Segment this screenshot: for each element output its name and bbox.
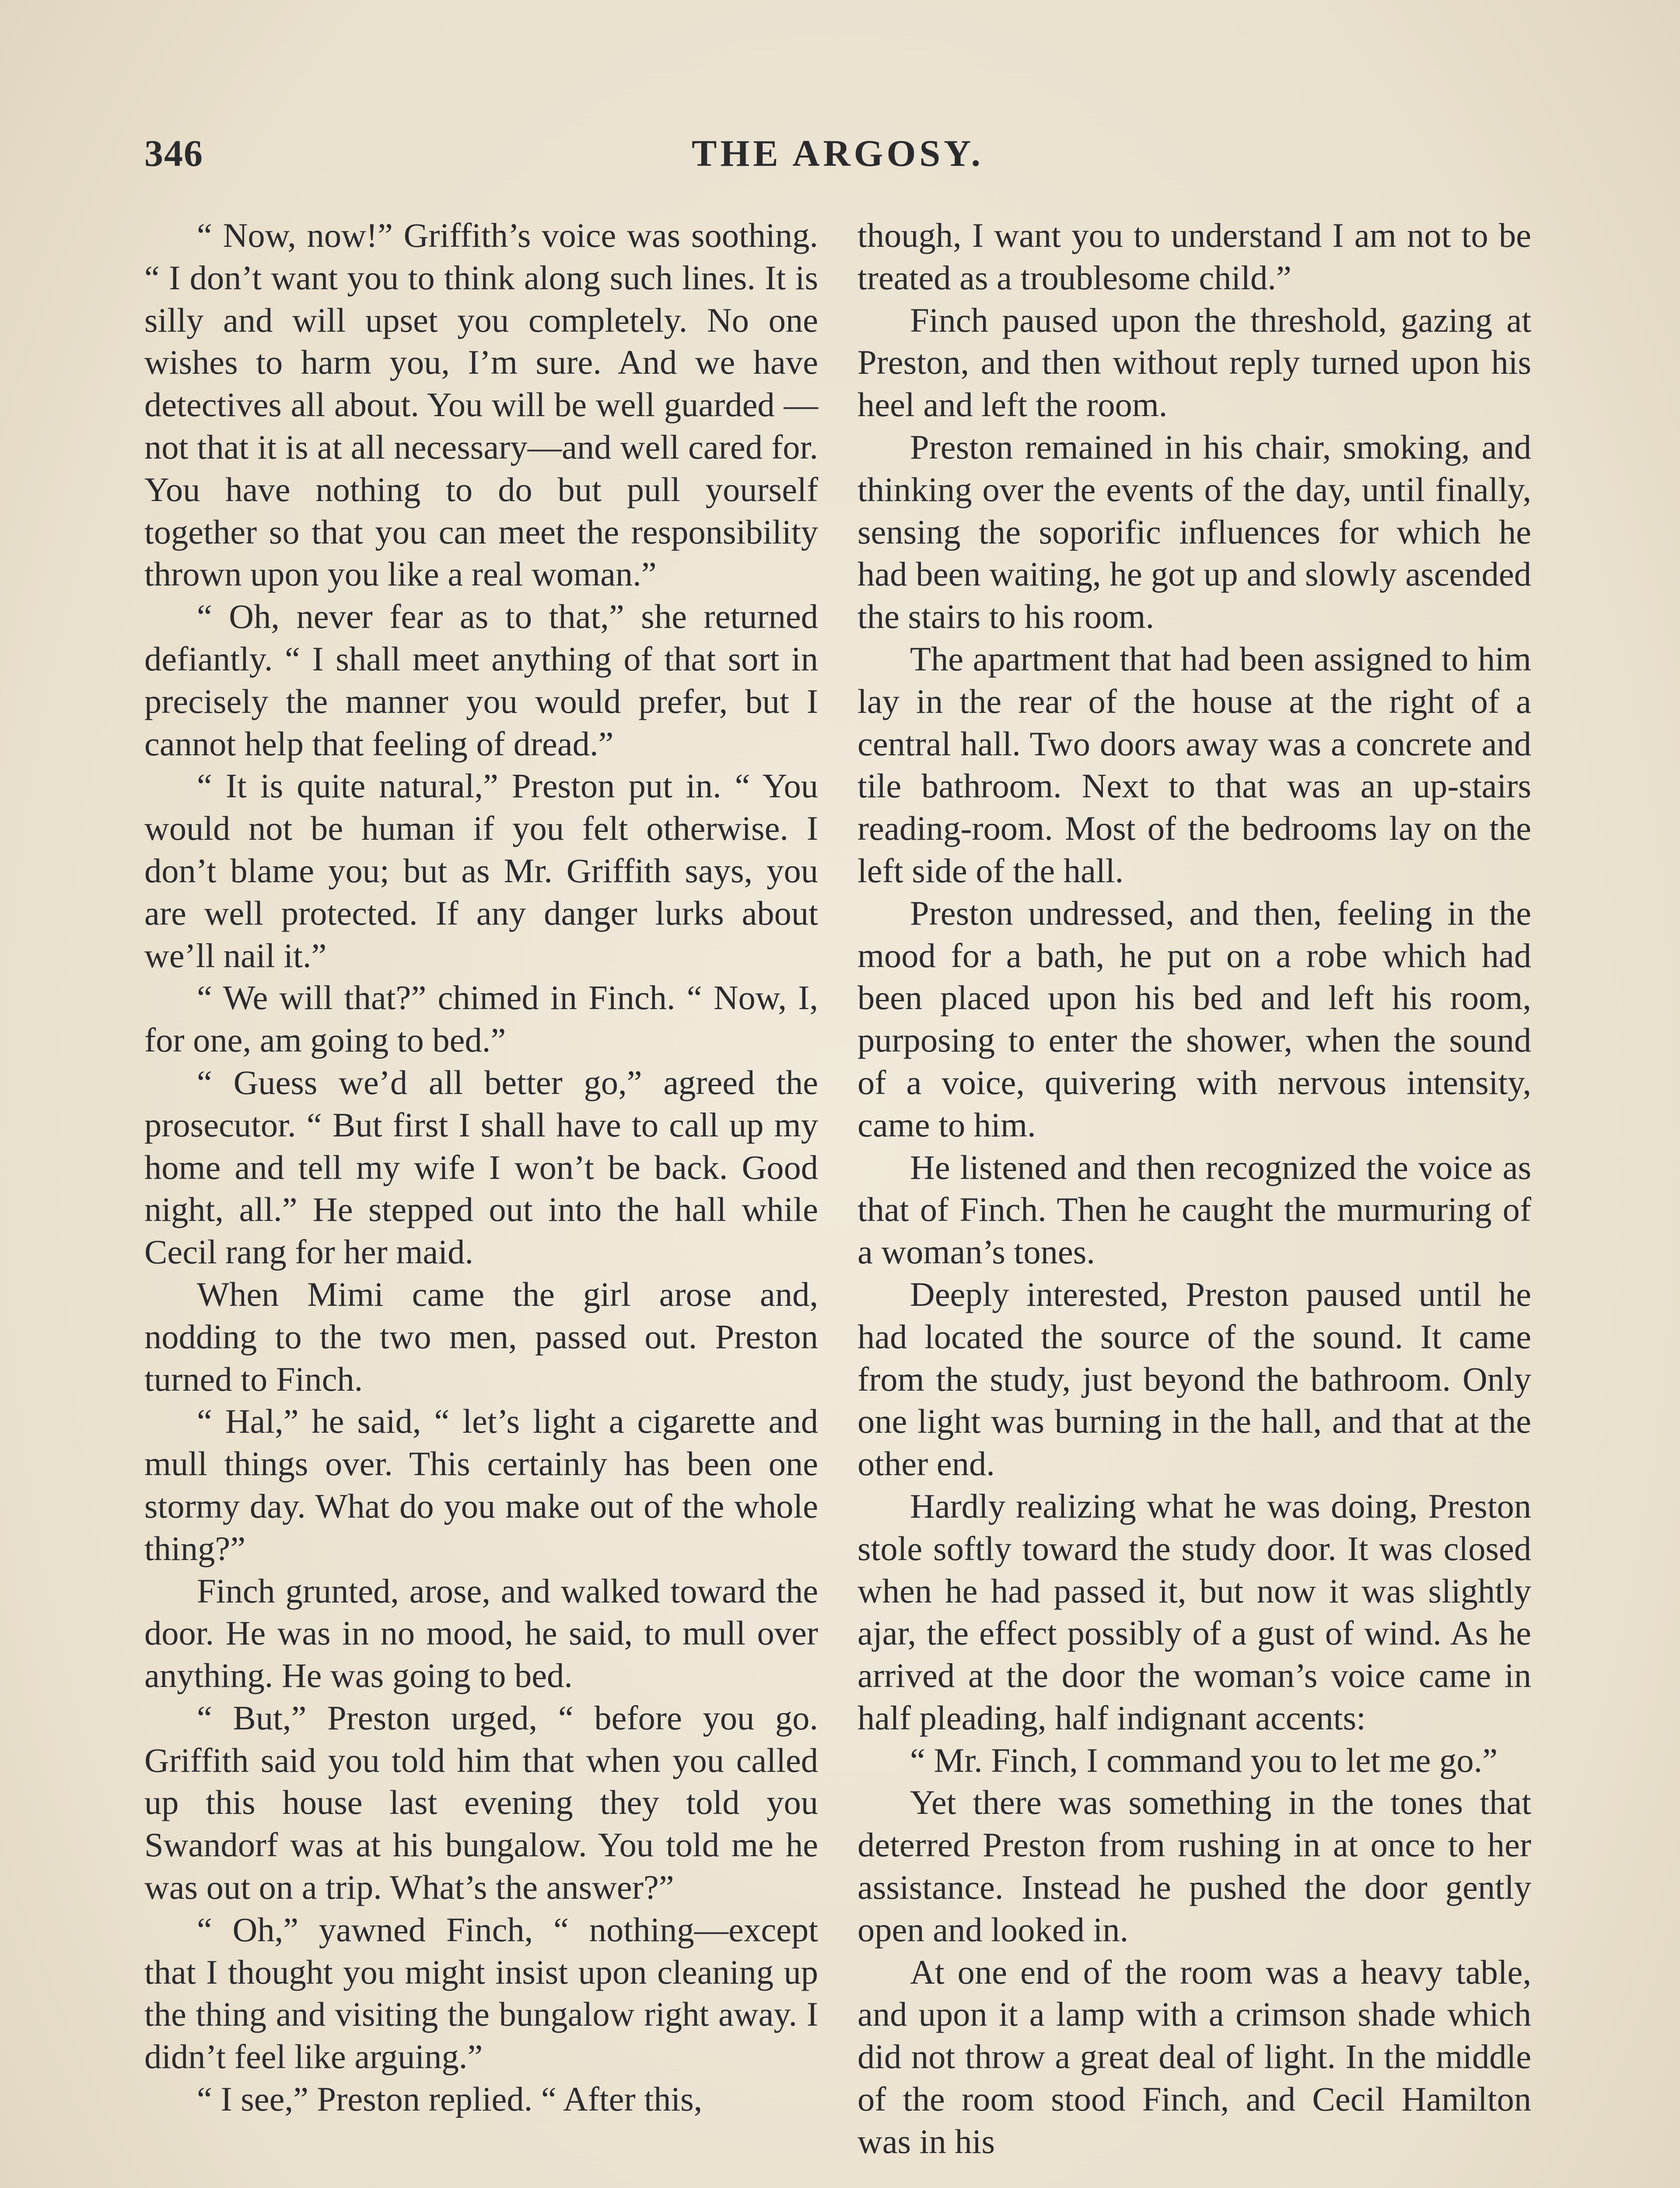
paragraph: “ Guess we’d all better go,” agreed the prosecutor. “ But first I shall have to call up my home and tell my wife I won’t be back. Good night, all.” He stepped out into the hall while Cecil rang for her maid. [144,1063,818,1271]
paragraph: “ Now, now!” Griffith’s voice was soothing. “ I don’t want you to think along such lines. It is silly and will upset you completely. No one wishes to harm you, I’m sure. And we have detectives all about. You will be well guarded —not that it is at all necessary—and well cared for. You have nothing to do but pull yourself together so that you can meet the responsibility thrown upon you like a real woman.” [144,216,818,593]
right-text-column [858,214,1531,2163]
paragraph: though, I want you to understand I am not to be treated as a troublesome child.” [858,216,1531,297]
paragraph: Hardly realizing what he was doing, Preston stole softly toward the study door. It was closed when he had passed it, but now it was slightly ajar, the effect possibly of a gust of wind. As he arrived at the door the woman’s voice came in half pleading, half indignant accents: [858,1487,1531,1737]
paragraph: Yet there was something in the tones that deterred Preston from rushing in at once to her assistance. Instead he pushed the door gently open and looked in. [858,1783,1531,1949]
paragraph: He listened and then recognized the voice as that of Finch. Then he caught the murmuring of a woman’s tones. [858,1148,1531,1271]
paragraph: At one end of the room was a heavy table, and upon it a lamp with a crimson shade which did not throw a great deal of light. In the middle of the room stood Finch, and Cecil Hamilton was in his [858,1953,1531,2160]
paragraph: Preston remained in his chair, smoking, and thinking over the events of the day, until finally, sensing the soporific influences for which he had been waiting, he got up and slowly ascended the stairs to his room. [858,428,1531,636]
paragraph: When Mimi came the girl arose and, nodding to the two men, passed out. Preston turned to Finch. [144,1275,818,1398]
paragraph: “ I see,” Preston replied. “ After this, [197,2080,703,2118]
paragraph: Finch grunted, arose, and walked toward the door. He was in no mood, he said, to mull over anything. He was going to bed. [144,1571,818,1695]
paragraph: “ Oh,” yawned Finch, “ nothing—except that I thought you might insist upon cleaning up the thing and visiting the bungalow right away. I didn’t feel like arguing.” [144,1910,818,2076]
page-number: 346 [144,132,203,174]
paragraph: Preston undressed, and then, feeling in the mood for a bath, he put on a robe which had been placed upon his bed and left his room, purposing to enter the shower, when the sound of a voice, quivering with nervous intensity, came to him. [858,894,1531,1144]
paragraph: “ Hal,” he said, “ let’s light a cigarette and mull things over. This certainly has been one stormy day. What do you make out of the whole thing?” [144,1402,818,1567]
running-title: THE ARGOSY. [692,132,984,174]
paragraph: “ Mr. Finch, I command you to let me go.” [910,1741,1498,1779]
left-text-column [144,214,818,2121]
paragraph: The apartment that had been assigned to him lay in the rear of the house at the right of a central hall. Two doors away was a concrete and tile bathroom. Next to that was an up-stairs reading-room. Most of the bedrooms lay on the left side of the hall. [858,639,1531,890]
page-header [144,131,1531,184]
paragraph: Finch paused upon the threshold, gazing at Preston, and then without reply turned upon his heel and left the room. [858,301,1531,424]
paragraph: “ We will that?” chimed in Finch. “ Now, I, for one, am going to bed.” [144,978,818,1059]
paragraph: “ Oh, never fear as to that,” she returned defiantly. “ I shall meet anything of that sort in precisely the manner you would prefer, but I cannot help that feeling of dread.” [144,597,818,763]
paragraph: “ But,” Preston urged, “ before you go. Griffith said you told him that when you called up this house last evening they told you Swandorf was at his bungalow. You told me he was out on a trip. What’s the answer?” [144,1698,818,1907]
paragraph: “ It is quite natural,” Preston put in. “ You would not be human if you felt otherwise. I don’t blame you; but as Mr. Griffith says, you are well protected. If any danger lurks about we’ll nail it.” [144,767,818,975]
paragraph: Deeply interested, Preston paused until he had located the source of the sound. It came from the study, just beyond the bathroom. Only one light was burning in the hall, and that at the other end. [858,1275,1531,1483]
